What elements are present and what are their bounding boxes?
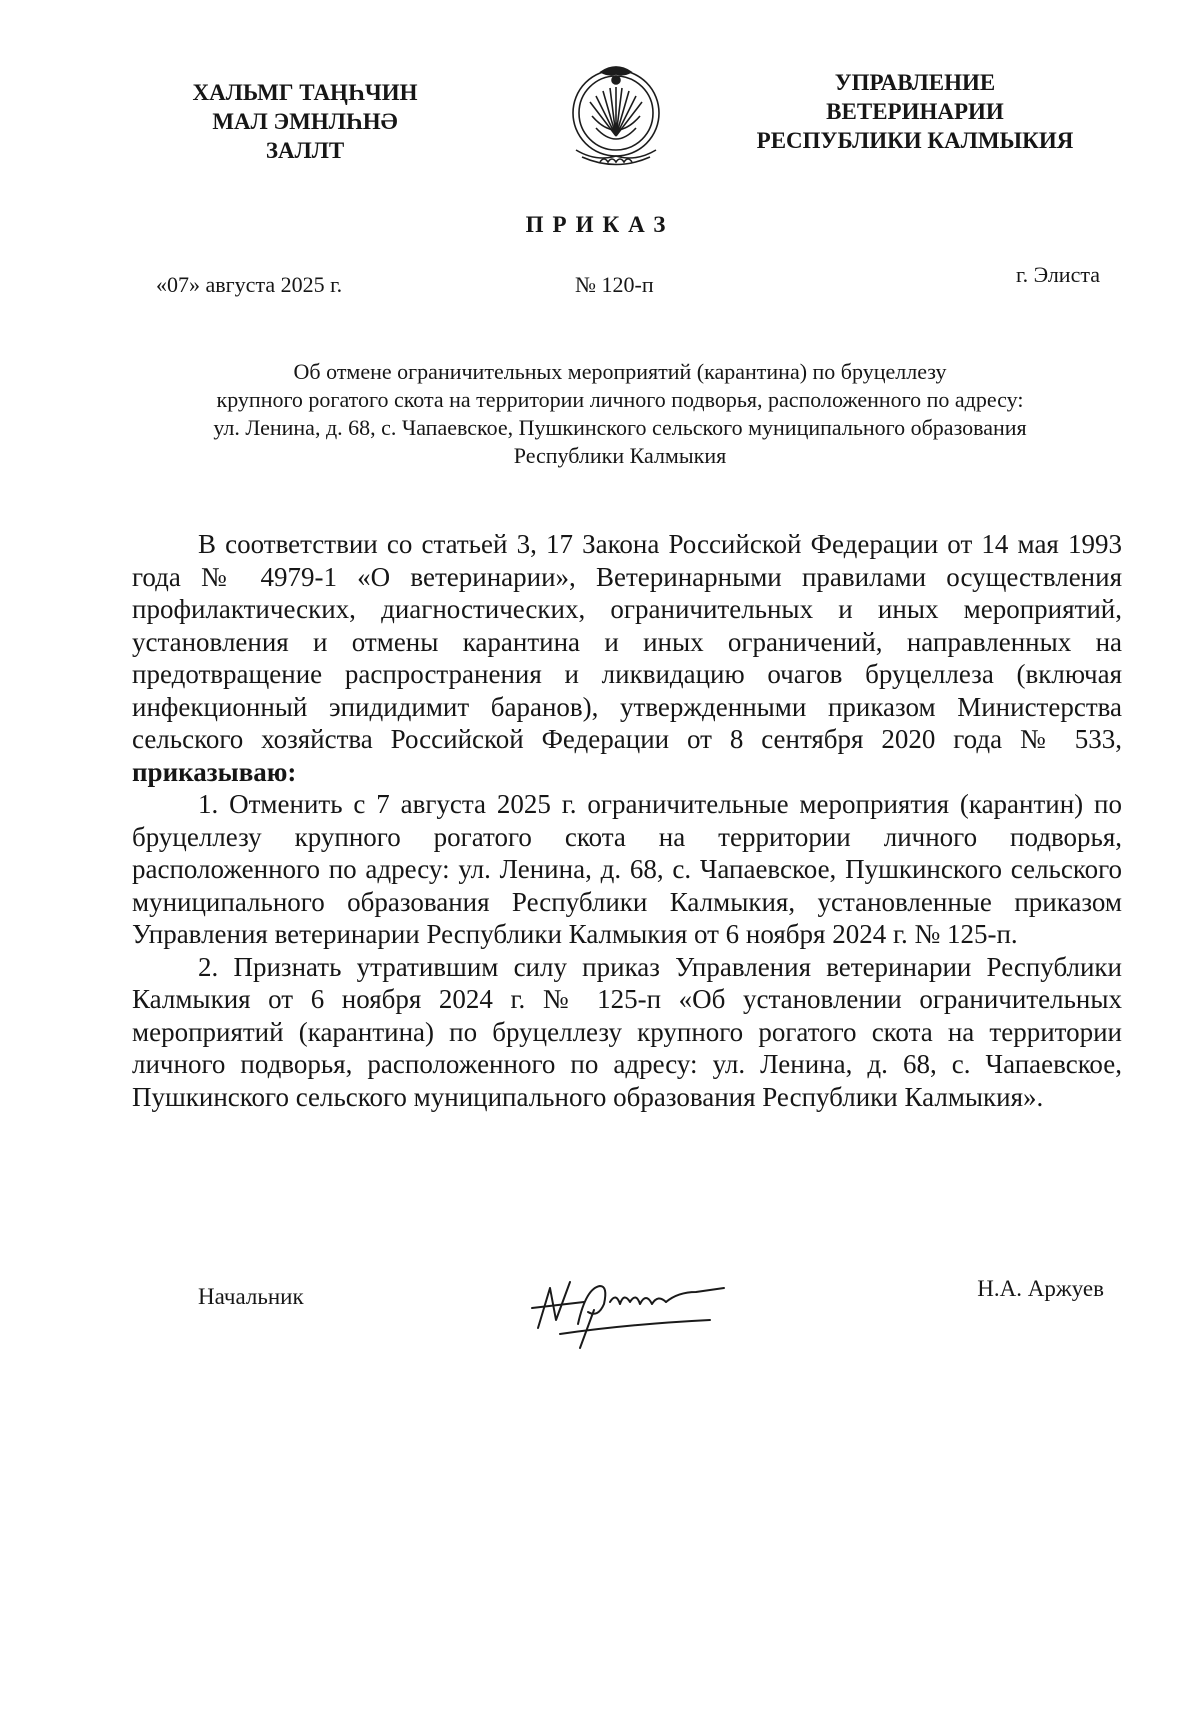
issuer-kalmyk-line: ХАЛЬМГ ТАҢҺЧИН [192, 80, 418, 105]
issuer-kalmyk-line: ЗАЛЛТ [265, 138, 345, 163]
issuer-russian-line: ВЕТЕРИНАРИИ [826, 99, 1004, 124]
document-body [132, 528, 1122, 1113]
subject-line: Об отмене ограничительных мероприятий (карантина) по бруцеллезу [293, 359, 947, 384]
document-date: «07» августа 2025 г. [156, 272, 343, 297]
subject-line: крупного рогатого скота на территории личного подворья, расположенного по адресу: [216, 387, 1024, 412]
document-city: г. Элиста [1016, 262, 1100, 287]
document-subject [150, 358, 1090, 470]
issuer-russian-line: УПРАВЛЕНИЕ [834, 70, 996, 95]
document-title: ПРИКАЗ [525, 212, 675, 237]
order-item-2: 2. Признать утратившим силу приказ Управления ветеринарии Республики Калмыкия от 6 ноября 2024 г. № 125-п «Об установлении ограничительных мероприятий (карантина) по бруцеллезу крупного рогатого скота на территории личного подворья, расположенного по адресу: ул. Ленина, д. 68, с. Чапаевское, Пушкинского сельского муниципального образования Республики Калмыкия». [132, 951, 1122, 1112]
issuer-name-russian [735, 68, 1095, 155]
coat-of-arms-icon [566, 58, 666, 178]
subject-line: ул. Ленина, д. 68, с. Чапаевское, Пушкинского сельского муниципального образования [213, 415, 1027, 440]
order-word: приказываю: [132, 756, 297, 787]
subject-line: Республики Калмыкия [513, 443, 727, 468]
signatory-position: Начальник [198, 1284, 304, 1309]
preamble-text: В соответствии со статьей 3, 17 Закона Российской Федерации от 14 мая 1993 года № 4979-1 «О ветеринарии», Ветеринарными правилами осуществления профилактических, диагностических, ограничительных и иных мероприятий, установления и отмены карантина и иных ограничений, направленных на предотвращение распространения и ликвидацию очагов бруцеллеза (включая инфекционный эпидидимит баранов), утвержденными приказом Министерства сельского хозяйства Российской Федерации от 8 сентября 2020 года № 533, [132, 529, 1122, 754]
issuer-russian-line: РЕСПУБЛИКИ КАЛМЫКИЯ [756, 128, 1074, 153]
preamble-paragraph [132, 528, 1122, 788]
signature-icon [520, 1262, 730, 1352]
issuer-name-kalmyk [185, 78, 425, 165]
order-item-1: 1. Отменить с 7 августа 2025 г. ограничительные мероприятия (карантин) по бруцеллезу крупного рогатого скота на территории личного подворья, расположенного по адресу: ул. Ленина, д. 68, с. Чапаевское, Пушкинского сельского муниципального образования Республики Калмыкия, установленные приказом Управления ветеринарии Республики Калмыкия от 6 ноября 2024 г. № 125-п. [132, 789, 1122, 949]
issuer-kalmyk-line: МАЛ ЭМНЛҺНӘ [212, 109, 398, 134]
document-number: № 120-п [575, 272, 654, 297]
signatory-name: Н.А. Аржуев [977, 1276, 1104, 1301]
